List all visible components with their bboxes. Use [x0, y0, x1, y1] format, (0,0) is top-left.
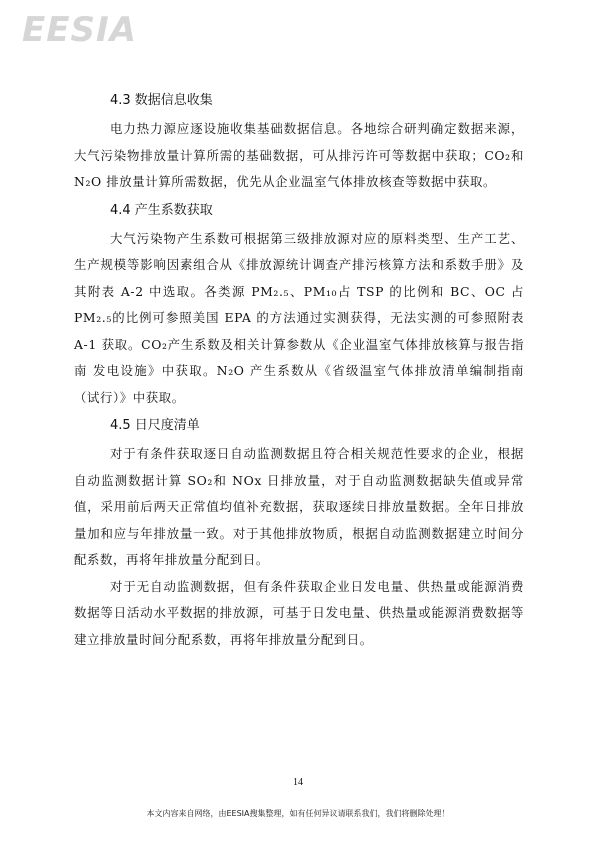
eesia-logo: EESIA: [22, 10, 137, 50]
paragraph: 电力热力源应逐设施收集基础数据信息。各地综合研判确定数据来源，大气污染物排放量计算所需的基础数据，可从排污许可等数据中获取；CO₂和 N₂O 排放量计算所需数据，优先从企业温室气体排放核查等数据中获取。: [74, 121, 524, 189]
footer-notice: 本文内容来自网络，由EESIA搜集整理，如有任何异议请联系我们，我们将删除处理！: [146, 809, 450, 818]
paragraph: 对于有条件获取逐日自动监测数据且符合相关规范性要求的企业，根据自动监测数据计算 SO₂和 NOx 日排放量，对于自动监测数据缺失值或异常值，采用前后两天正常值均值补充数据，获取逐续日排放量数据。全年日排放量加和应与年排放量一致。对于其他排放物质，根据自动监测数据建立时间分配系数，再将年排放量分配到日。: [74, 446, 524, 567]
paragraph: 大气污染物产生系数可根据第三级排放源对应的原料类型、生产工艺、生产规模等影响因素组合从《排放源统计调查产排污核算方法和系数手册》及其附表 A-2 中选取。各类源 PM₂.₅、PM₁₀占 TSP 的比例和 BC、OC 占 PM₂.₅的比例可参照美国 EPA 的方法通过实测获得，无法实测的可参照附表 A-1 获取。CO₂产生系数及相关计算参数从《企业温室气体排放核算与报告指南 发电设施》中获取。N₂O 产生系数从《省级温室气体排放清单编制指南（试行）》中获取。: [74, 230, 524, 405]
document-body: [74, 86, 524, 653]
paragraph: 对于无自动监测数据，但有条件获取企业日发电量、供热量或能源消费数据等日活动水平数据的排放源，可基于日发电量、供热量或能源消费数据等建立排放量时间分配系数，再将年排放量分配到日。: [74, 578, 524, 647]
page-number: 14: [293, 777, 303, 788]
section-heading: 4.4 产生系数获取: [110, 202, 213, 218]
section-heading: 4.3 数据信息收集: [110, 93, 213, 108]
section-heading: 4.5 日尺度清单: [110, 418, 200, 433]
